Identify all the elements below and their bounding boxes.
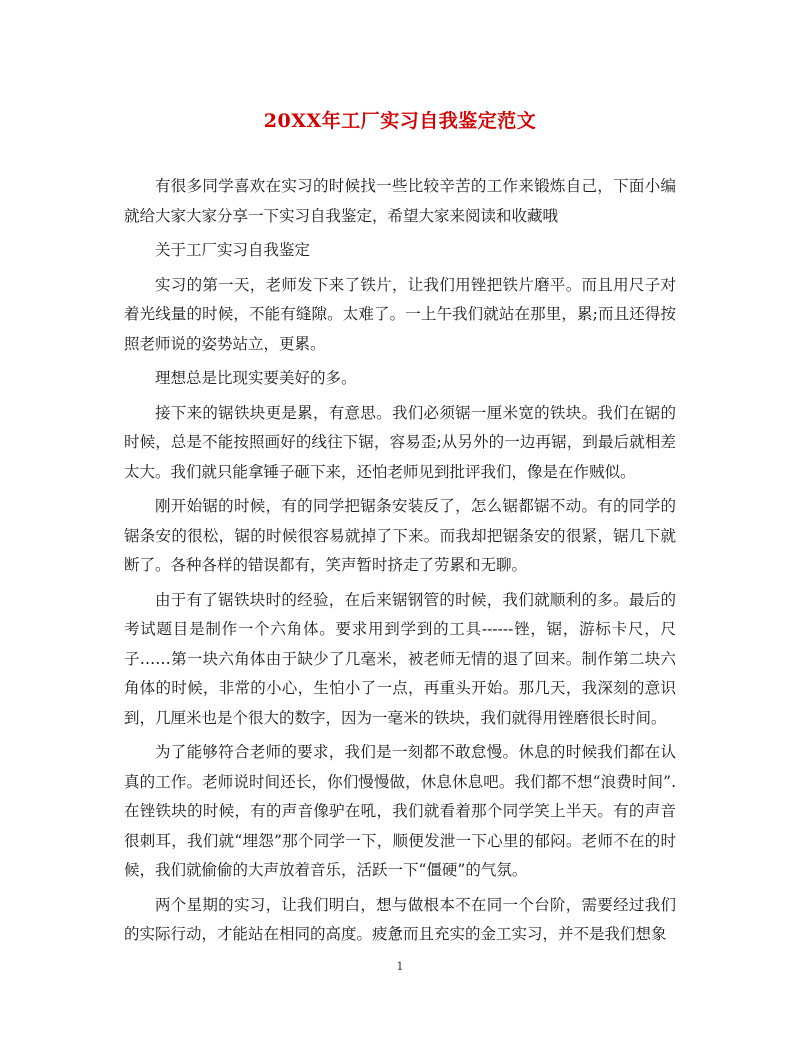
paragraph-intro: 有很多同学喜欢在实习的时候找一些比较辛苦的工作来锻炼自己，下面小编就给大家大家分享一下实习自我鉴定，希望大家来阅读和收藏哦 (124, 177, 676, 225)
paragraph: 刚开始锯的时候，有的同学把锯条安装反了，怎么锯都锯不动。有的同学的锯条安的很松，锯的时候很容易就掉了下来。而我却把锯条安的很紧，锯几下就断了。各种各样的错误都有，笑声暂时挤走了劳累和无聊。 (124, 497, 676, 574)
paragraph: 实习的第一天，老师发下来了铁片，让我们用锉把铁片磨平。而且用尺子对着光线量的时候，不能有缝隙。太难了。一上午我们就站在那里，累;而且还得按照老师说的姿势站立，更累。 (124, 275, 676, 353)
paragraph: 两个星期的实习，让我们明白，想与做根本不在同一个台阶，需要经过我们的实际行动，才能站在相同的高度。疲惫而且充实的金工实习，并不是我们想象 (124, 895, 676, 943)
paragraph: 由于有了锯铁块时的经验，在后来锯钢管的时候，我们就顺利的多。最后的考试题目是制作一个六角体。要求用到学到的工具------锉，锯，游标卡尺，尺子……第一块六角体由于缺少了几毫米，被老师无情的退了回来。制作第二块六角体的时候，非常的小心，生怕小了一点，再重头开始。那几天，我深刻的意识到，几厘米也是个很大的数字，因为一毫米的铁块，我们就得用锉磨很长时间。 (124, 590, 676, 727)
paragraph: 理想总是比现实要美好的多。 (155, 369, 357, 387)
page-number: 1 (396, 960, 404, 973)
paragraph: 接下来的锯铁块更是累，有意思。我们必须锯一厘米宽的铁块。我们在锯的时候，总是不能按照画好的线往下锯，容易歪;从另外的一边再锯，到最后就相差太大。我们就只能拿锤子砸下来，还怕老师见到批评我们，像是在作贼似。 (124, 403, 676, 481)
document-title: 20XX年工厂实习自我鉴定范文 (263, 110, 537, 132)
paragraph: 为了能够符合老师的要求，我们是一刻都不敢怠慢。休息的时候我们都在认真的工作。老师说时间还长，你们慢慢做，休息休息吧。我们都不想“浪费时间”.在锉铁块的时候，有的声音像驴在吼，我们就看着那个同学笑上半天。有的声音很刺耳，我们就“埋怨”那个同学一下，顺便发泄一下心里的郁闷。老师不在的时候，我们就偷偷的大声放着音乐，活跃一下“僵硬”的气氛。 (124, 743, 676, 879)
document-body (124, 172, 676, 955)
paragraph-subtitle: 关于工厂实习自我鉴定 (155, 241, 311, 259)
